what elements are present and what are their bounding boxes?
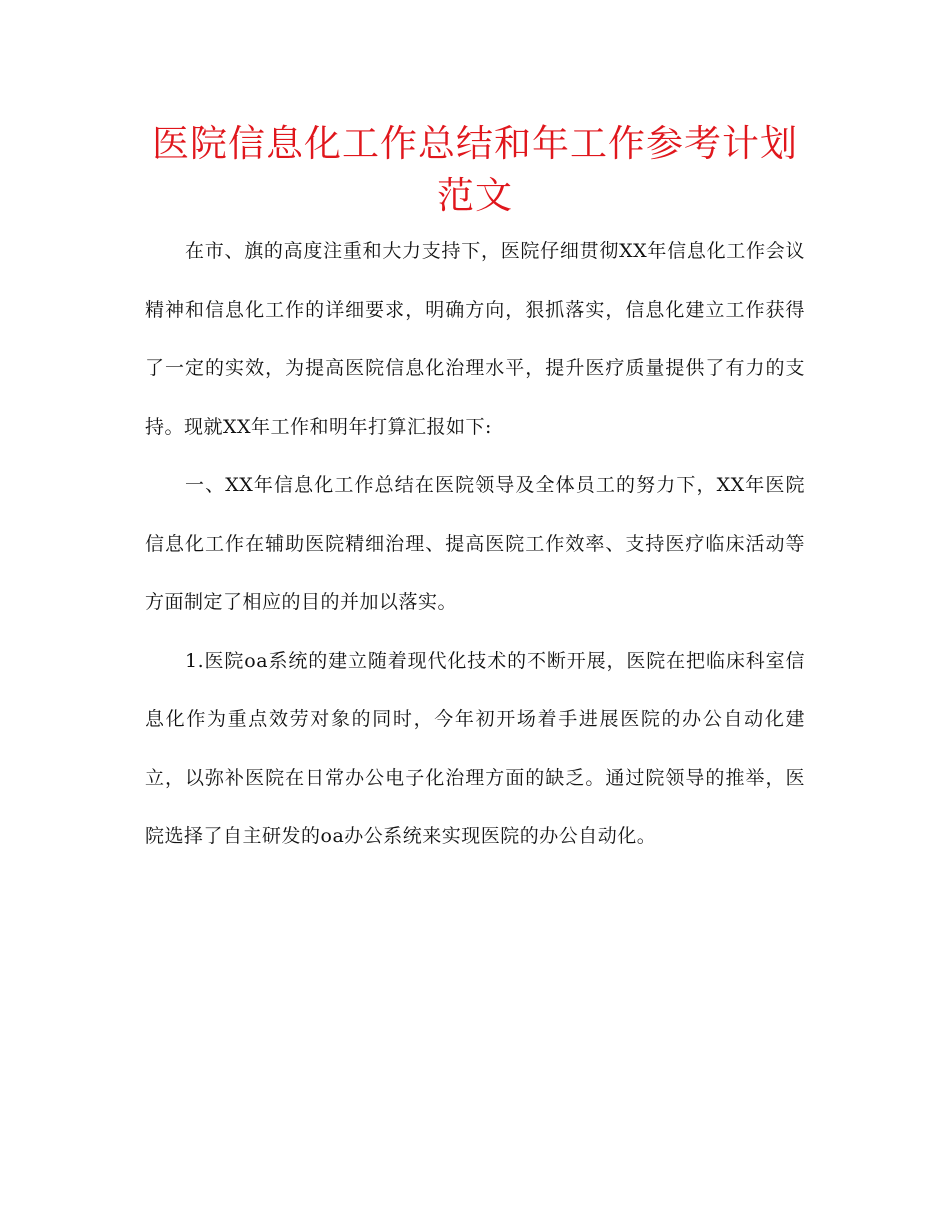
paragraph-oa-system: 1.医院oa系统的建立随着现代化技术的不断开展，医院在把临床科室信息化作为重点效劳对象的同时，今年初开场着手进展医院的办公自动化建立，以弥补医院在日常办公电子化治理方面的缺乏。通过院领导的推举，医院选择了自主研发的oa办公系统来实现医院的办公自动化。 — [145, 649, 805, 847]
paragraph-section-one: 一、XX年信息化工作总结在医院领导及全体员工的努力下，XX年医院信息化工作在辅助医院精细治理、提高医院工作效率、支持医疗临床活动等方面制定了相应的目的并加以落实。 — [145, 474, 805, 613]
paragraph-intro: 在市、旗的高度注重和大力支持下，医院仔细贯彻XX年信息化工作会议精神和信息化工作的详细要求，明确方向，狠抓落实，信息化建立工作获得了一定的实效，为提高医院信息化治理水平，提升医疗质量提供了有力的支持。现就XX年工作和明年打算汇报如下: — [145, 240, 805, 438]
document-body — [145, 222, 805, 866]
document-title: 医院信息化工作总结和年工作参考计划范文 — [152, 122, 798, 217]
